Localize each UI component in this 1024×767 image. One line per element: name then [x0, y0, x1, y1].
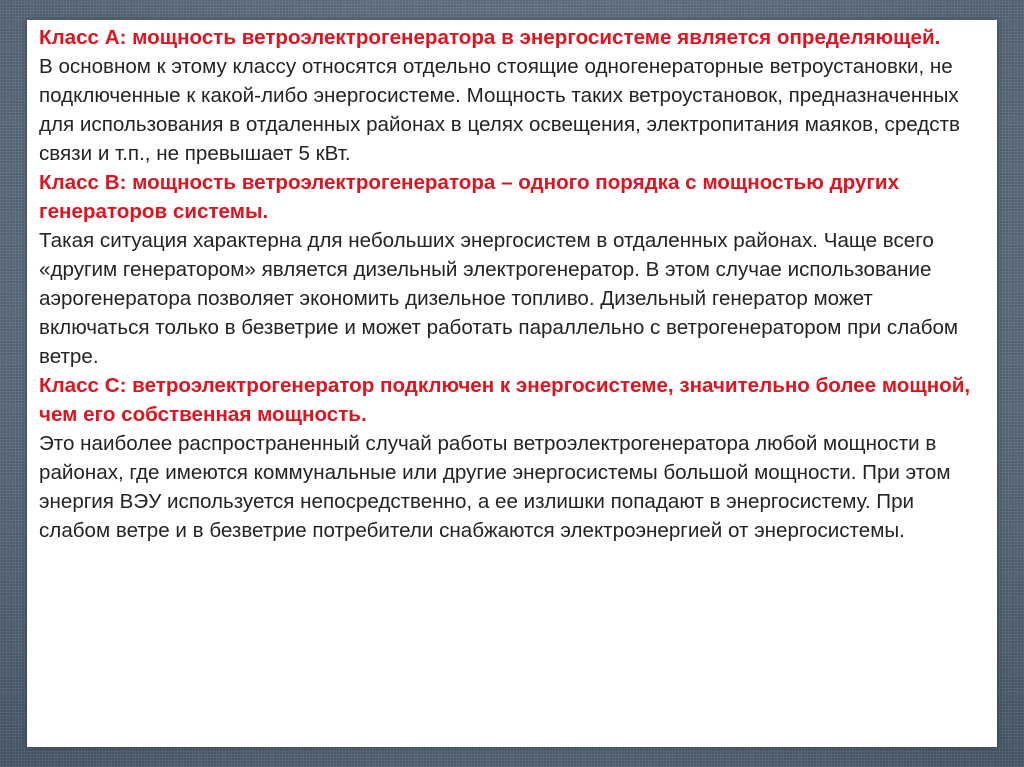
class-c-body: Это наиболее распространенный случай работы ветроэлектрогенератора любой мощности в районах, где имеются коммунальные или другие энергосистемы большой мощности. При этом энергия ВЭУ используется непосредственно, а ее излишки попадают в энергосистему. При слабом ветре и в безветрие потребители снабжаются электроэнергией от энергосистемы. [39, 432, 951, 542]
slide-content-panel [27, 20, 997, 747]
class-a-heading: Класс А: мощность ветроэлектрогенератора в энергосистеме является определяющей. [39, 26, 941, 49]
slide-text [39, 23, 983, 545]
class-a-body: В основном к этому классу относятся отдельно стоящие одногенераторные ветроустановки, не подключенные к какой-либо энергосистеме. Мощность таких ветроустановок, предназначенных для использования в отдаленных районах в целях освещения, электропитания маяков, средств связи и т.п., не превышает 5 кВт. [39, 55, 960, 165]
class-b-heading: Класс В: мощность ветроэлектрогенератора – одного порядка с мощностью других генераторов системы. [39, 171, 900, 223]
class-c-heading: Класс С: ветроэлектрогенератор подключен к энергосистеме, значительно более мощной, чем его собственная мощность. [39, 374, 971, 426]
class-b-body: Такая ситуация характерна для небольших энергосистем в отдаленных районах. Чаще всего «другим генератором» является дизельный электрогенератор. В этом случае использование аэрогенератора позволяет экономить дизельное топливо. Дизельный генератор может включаться только в безветрие и может работать параллельно с ветрогенератором при слабом ветре. [39, 229, 959, 368]
